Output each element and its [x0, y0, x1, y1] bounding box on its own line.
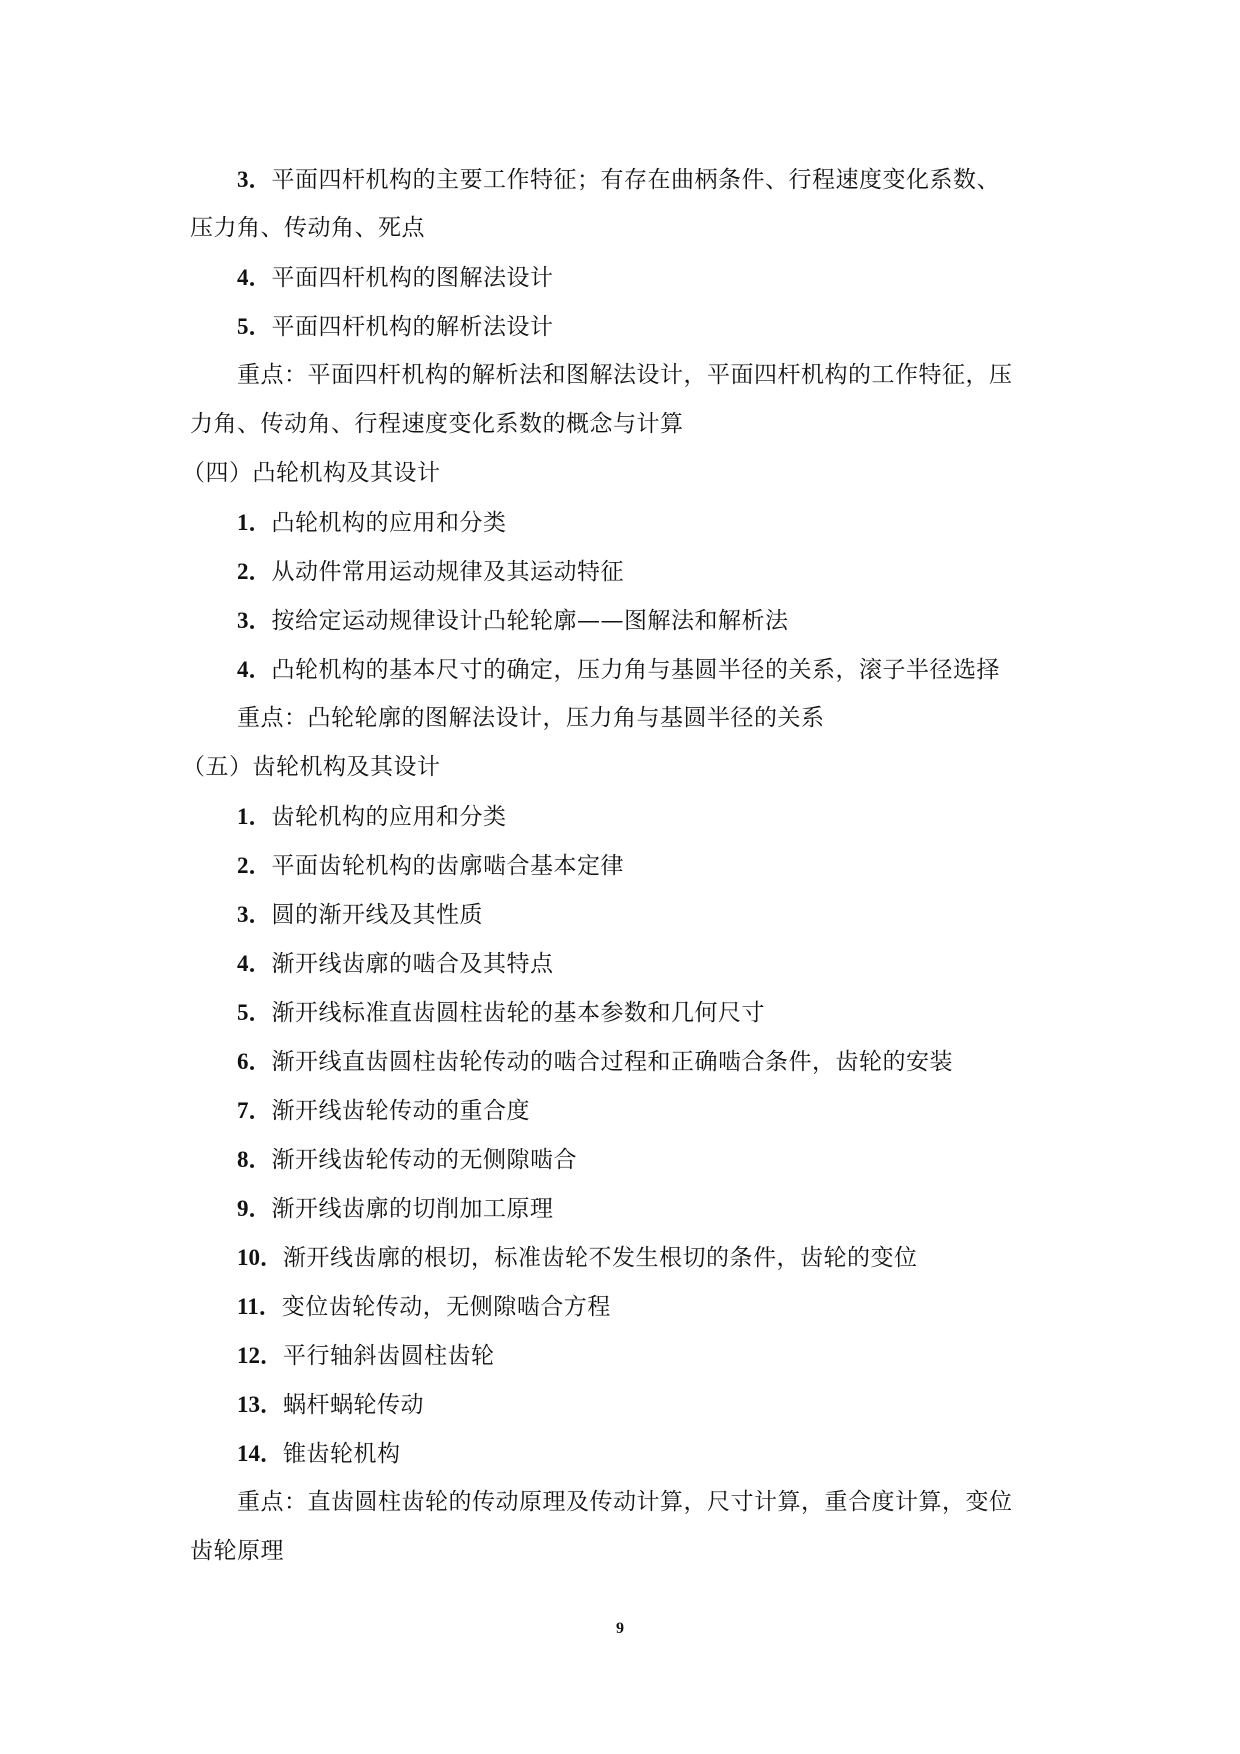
item-number: 3．	[237, 608, 272, 633]
list-item	[190, 1037, 1060, 1086]
item-number: 3．	[237, 167, 272, 192]
section-heading: （四）凸轮机构及其设计	[182, 460, 441, 486]
item-number: 6．	[237, 1049, 272, 1074]
item-text: 平面四杆机构的图解法设计	[271, 265, 554, 291]
item-text: 压力角、传动角、死点	[190, 215, 425, 241]
item-text: 按给定运动规律设计凸轮轮廓——图解法和解析法	[271, 608, 789, 634]
item-number: 13．	[237, 1392, 283, 1417]
list-item	[190, 1086, 1060, 1135]
item-number: 3．	[237, 902, 272, 927]
list-item	[190, 1184, 1060, 1233]
item-text: 凸轮机构的基本尺寸的确定，压力角与基圆半径的关系，滚子半径选择	[271, 657, 1000, 683]
item-text: 凸轮机构的应用和分类	[271, 510, 507, 536]
item-number: 10．	[237, 1245, 283, 1270]
item-number: 12．	[237, 1343, 283, 1368]
item-text: 锥齿轮机构	[283, 1441, 401, 1467]
item-number: 5．	[237, 314, 272, 339]
list-item	[190, 645, 1060, 694]
item-number: 2．	[237, 559, 272, 584]
key-points: 重点：直齿圆柱齿轮的传动原理及传动计算，尺寸计算，重合度计算，变位	[237, 1489, 1013, 1515]
item-number: 1．	[237, 510, 272, 535]
list-item	[190, 302, 1060, 351]
list-item	[190, 841, 1060, 890]
item-number: 1．	[237, 804, 272, 829]
item-number: 4．	[237, 951, 272, 976]
section-heading: （五）齿轮机构及其设计	[182, 754, 441, 780]
list-item	[190, 792, 1060, 841]
item-text: 平面四杆机构的解析法设计	[271, 314, 554, 340]
item-number: 9．	[237, 1196, 272, 1221]
list-item	[190, 890, 1060, 939]
item-number: 5．	[237, 1000, 272, 1025]
list-item	[190, 1233, 1060, 1282]
item-text: 变位齿轮传动，无侧隙啮合方程	[281, 1294, 611, 1320]
item-text: 圆的渐开线及其性质	[271, 902, 483, 928]
item-number: 4．	[237, 265, 272, 290]
item-text: 平面齿轮机构的齿廓啮合基本定律	[271, 853, 624, 879]
list-item	[190, 155, 1060, 204]
item-number: 2．	[237, 853, 272, 878]
item-number: 7．	[237, 1098, 272, 1123]
list-item	[190, 498, 1060, 547]
item-text: 平面四杆机构的主要工作特征；有存在曲柄条件、行程速度变化系数、	[271, 167, 1000, 193]
item-number: 4．	[237, 657, 272, 682]
list-item	[190, 253, 1060, 302]
item-text: 渐开线齿廓的啮合及其特点	[271, 951, 554, 977]
item-text: 渐开线标准直齿圆柱齿轮的基本参数和几何尺寸	[271, 1000, 765, 1026]
item-text: 渐开线齿廓的切削加工原理	[271, 1196, 554, 1222]
item-text: 齿轮机构的应用和分类	[271, 804, 507, 830]
document-body	[182, 155, 1060, 1576]
key-points: 重点：凸轮轮廓的图解法设计，压力角与基圆半径的关系	[237, 705, 825, 731]
list-item	[190, 988, 1060, 1037]
list-item	[190, 1429, 1060, 1478]
item-text: 蜗杆蜗轮传动	[283, 1392, 424, 1418]
item-number: 11．	[237, 1294, 282, 1319]
key-points: 重点：平面四杆机构的解析法和图解法设计，平面四杆机构的工作特征，压	[237, 362, 1013, 388]
key-points-continuation: 力角、传动角、行程速度变化系数的概念与计算	[190, 411, 684, 437]
page-number: 9	[616, 1620, 624, 1637]
item-text: 渐开线齿轮传动的重合度	[271, 1098, 530, 1124]
list-item	[190, 939, 1060, 988]
item-text: 渐开线直齿圆柱齿轮传动的啮合过程和正确啮合条件，齿轮的安装	[271, 1049, 953, 1075]
list-item	[190, 1331, 1060, 1380]
item-number: 8．	[237, 1147, 272, 1172]
item-number: 14．	[237, 1441, 283, 1466]
list-item-continuation	[190, 204, 1060, 253]
list-item	[190, 596, 1060, 645]
key-points-continuation: 齿轮原理	[190, 1538, 284, 1564]
item-text: 从动件常用运动规律及其运动特征	[271, 559, 624, 585]
list-item	[190, 1380, 1060, 1429]
item-text: 平行轴斜齿圆柱齿轮	[283, 1343, 495, 1369]
item-text: 渐开线齿轮传动的无侧隙啮合	[271, 1147, 577, 1173]
item-text: 渐开线齿廓的根切，标准齿轮不发生根切的条件，齿轮的变位	[283, 1245, 918, 1271]
list-item	[190, 547, 1060, 596]
list-item	[190, 1135, 1060, 1184]
list-item	[190, 1282, 1060, 1331]
